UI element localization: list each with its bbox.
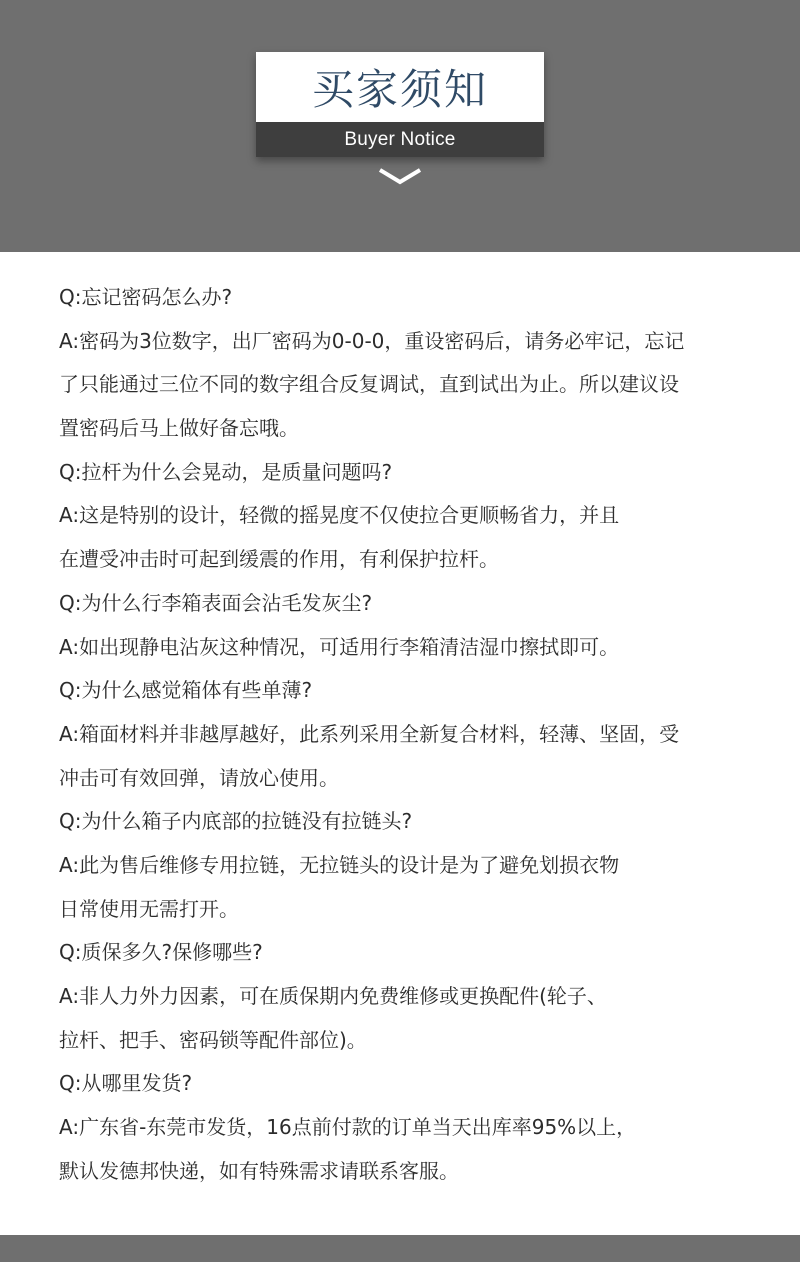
faq-line: A:非人力外力因素，可在质保期内免费维修或更换配件(轮子、	[59, 984, 607, 1008]
faq-line: 默认发德邦快递，如有特殊需求请联系客服。	[59, 1158, 459, 1183]
faq-line: 在遭受冲击时可起到缓震的作用，有利保护拉杆。	[59, 547, 499, 572]
faq-line: Q:为什么感觉箱体有些单薄?	[59, 678, 313, 703]
faq-line: 日常使用无需打开。	[59, 896, 239, 921]
header-band	[0, 0, 800, 252]
faq-line: A:密码为3位数字，出厂密码为0-0-0，重设密码后，请务必牢记，忘记	[59, 328, 685, 353]
faq-line: A:如出现静电沾灰这种情况，可适用行李箱清洁湿巾擦拭即可。	[59, 634, 620, 659]
faq-line: Q:质保多久?保修哪些?	[59, 940, 263, 965]
page-title: 买家须知	[311, 65, 488, 114]
faq-line: 拉杆、把手、密码锁等配件部位)。	[59, 1027, 367, 1052]
title-card	[256, 52, 544, 157]
faq-line: A:广东省-东莞市发货，16点前付款的订单当天出库率95%以上，	[59, 1115, 637, 1140]
faq-line: Q:忘记密码怎么办?	[59, 285, 233, 309]
faq-line: Q:为什么行李箱表面会沾毛发灰尘?	[59, 590, 373, 615]
faq-line: Q:拉杆为什么会晃动，是质量问题吗?	[59, 459, 393, 484]
faq-line: 冲击可有效回弹，请放心使用。	[59, 765, 339, 790]
faq-content	[59, 276, 749, 1193]
faq-line: 了只能通过三位不同的数字组合反复调试，直到试出为止。所以建议设	[59, 372, 679, 397]
faq-line: A:此为售后维修专用拉链，无拉链头的设计是为了避免划损衣物	[59, 852, 620, 877]
chevron-down-icon	[377, 166, 423, 186]
page-subtitle: Buyer Notice	[344, 128, 456, 150]
faq-line: 置密码后马上做好备忘哦。	[59, 416, 299, 441]
faq-line: Q:从哪里发货?	[59, 1071, 193, 1096]
faq-line: A:这是特别的设计，轻微的摇晃度不仅使拉合更顺畅省力，并且	[59, 503, 620, 528]
faq-line: A:箱面材料并非越厚越好，此系列采用全新复合材料，轻薄、坚固，受	[59, 721, 680, 746]
footer-band	[0, 1235, 800, 1262]
title-en-panel	[256, 122, 544, 157]
title-cn-panel	[256, 52, 544, 122]
faq-line: Q:为什么箱子内底部的拉链没有拉链头?	[59, 809, 413, 834]
